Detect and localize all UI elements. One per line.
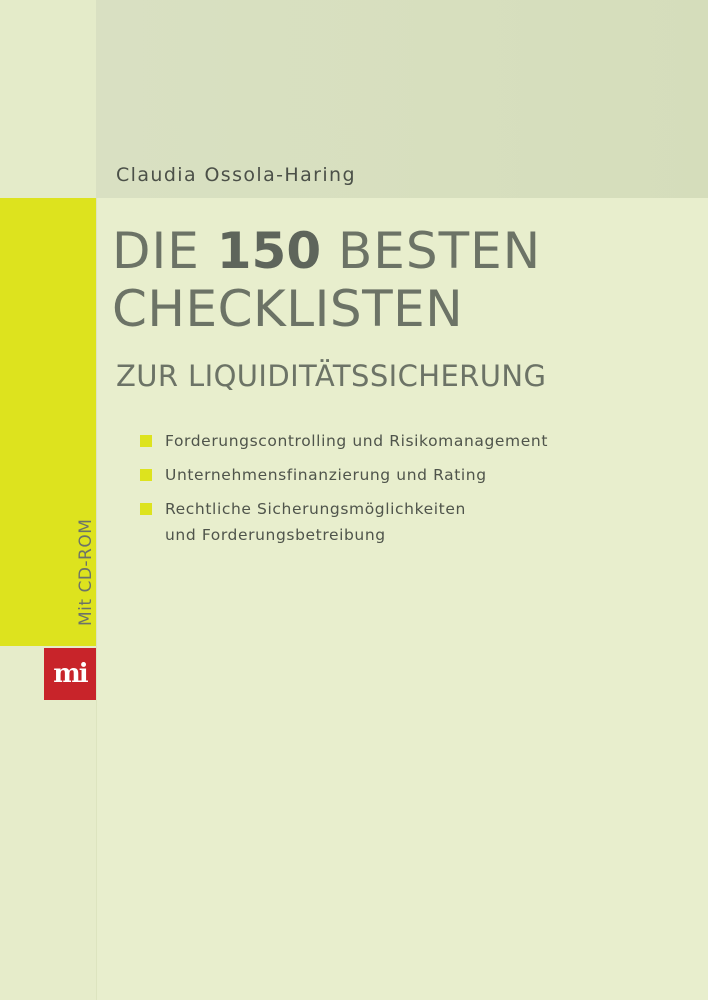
list-item-text: Unternehmensfinanzierung und Rating <box>165 466 487 484</box>
subtitle: ZUR LIQUIDITÄTSSICHERUNG <box>116 359 547 393</box>
title-post: BESTEN <box>321 222 542 280</box>
publisher-logo <box>44 648 96 700</box>
list-item-text: Forderungscontrolling und Risikomanagement <box>165 432 548 450</box>
title-number: 150 <box>216 222 322 280</box>
bullet-square-icon <box>140 503 152 515</box>
title-line-1 <box>112 222 542 280</box>
bullet-square-icon <box>140 469 152 481</box>
list-item <box>140 428 548 454</box>
list-item <box>140 496 548 548</box>
list-item <box>140 462 548 488</box>
title-line-2: CHECKLISTEN <box>112 280 464 338</box>
list-item-text: Rechtliche Sicherungsmöglichkeiten <box>165 500 466 518</box>
bullet-square-icon <box>140 435 152 447</box>
list-item-text-continued: und Forderungsbetreibung <box>165 526 386 544</box>
author-name: Claudia Ossola-Haring <box>116 164 356 186</box>
top-left-band <box>0 0 96 198</box>
feature-list <box>140 428 548 556</box>
title-pre: DIE <box>112 222 217 280</box>
publisher-logo-text: mi <box>53 659 87 689</box>
cd-rom-label: Mit CD-ROM <box>76 518 96 626</box>
